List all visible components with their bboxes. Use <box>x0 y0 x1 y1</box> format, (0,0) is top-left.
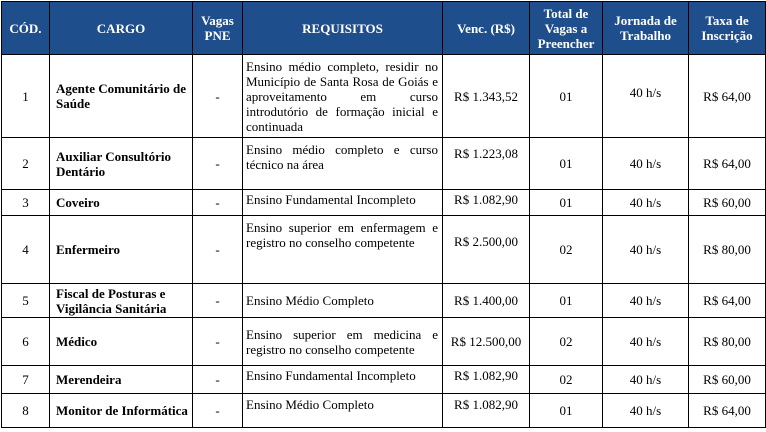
header-jornada: Jornada de Trabalho <box>603 2 689 55</box>
table-row <box>2 318 766 366</box>
cargo-cell: Monitor de Informática <box>50 394 193 428</box>
cod-cell: 8 <box>2 394 50 428</box>
cargo-cell: Enfermeiro <box>50 216 193 284</box>
pne-cell: - <box>193 366 243 394</box>
jornada-cell: 40 h/s <box>603 55 689 138</box>
venc-cell: R$ 1.343,52 <box>443 55 530 138</box>
taxa-cell: R$ 64,00 <box>689 284 766 318</box>
jornada-cell: 40 h/s <box>603 284 689 318</box>
table-row <box>2 138 766 190</box>
cargo-cell: Auxiliar Consultório Dentário <box>50 138 193 190</box>
requisitos-cell: Ensino Médio Completo <box>243 394 443 428</box>
taxa-cell: R$ 64,00 <box>689 138 766 190</box>
header-cargo: CARGO <box>50 2 193 55</box>
cod-cell: 2 <box>2 138 50 190</box>
cod-cell: 7 <box>2 366 50 394</box>
cargo-cell: Coveiro <box>50 190 193 216</box>
requisitos-cell: Ensino superior em enfermagem e registro no conselho competente <box>243 216 443 284</box>
venc-cell: R$ 12.500,00 <box>443 318 530 366</box>
header-total-vagas: Total de Vagas a Preencher <box>530 2 603 55</box>
vagas-cell: 02 <box>530 318 603 366</box>
vacancies-table <box>1 1 766 428</box>
pne-cell: - <box>193 216 243 284</box>
jornada-cell: 40 h/s <box>603 366 689 394</box>
jornada-cell: 40 h/s <box>603 318 689 366</box>
cargo-cell: Fiscal de Posturas e Vigilância Sanitária <box>50 284 193 318</box>
table-row <box>2 394 766 428</box>
cod-cell: 5 <box>2 284 50 318</box>
venc-cell: R$ 1.223,08 <box>443 138 530 190</box>
taxa-cell: R$ 64,00 <box>689 55 766 138</box>
venc-cell: R$ 1.082,90 <box>443 190 530 216</box>
table-row <box>2 216 766 284</box>
jornada-cell: 40 h/s <box>603 216 689 284</box>
vagas-cell: 01 <box>530 138 603 190</box>
vagas-cell: 01 <box>530 55 603 138</box>
jornada-cell: 40 h/s <box>603 190 689 216</box>
cargo-cell: Médico <box>50 318 193 366</box>
table-row <box>2 55 766 138</box>
requisitos-cell: Ensino Fundamental Incompleto <box>243 190 443 216</box>
venc-cell: R$ 1.082,90 <box>443 366 530 394</box>
cod-cell: 6 <box>2 318 50 366</box>
header-cod: CÓD. <box>2 2 50 55</box>
vagas-cell: 01 <box>530 284 603 318</box>
venc-cell: R$ 1.082,90 <box>443 394 530 428</box>
requisitos-cell: Ensino médio completo e curso técnico na área <box>243 138 443 190</box>
taxa-cell: R$ 80,00 <box>689 318 766 366</box>
vagas-cell: 02 <box>530 216 603 284</box>
cargo-cell: Agente Comunitário de Saúde <box>50 55 193 138</box>
header-requisitos: REQUISITOS <box>243 2 443 55</box>
jornada-cell: 40 h/s <box>603 394 689 428</box>
pne-cell: - <box>193 394 243 428</box>
requisitos-cell: Ensino Médio Completo <box>243 284 443 318</box>
header-vagas-pne: Vagas PNE <box>193 2 243 55</box>
requisitos-cell: Ensino médio completo, residir no Município de Santa Rosa de Goiás e aproveitamento em curso introdutório de formação inicial e continuada <box>243 55 443 138</box>
cod-cell: 4 <box>2 216 50 284</box>
vagas-cell: 01 <box>530 190 603 216</box>
header-taxa: Taxa de Inscrição <box>689 2 766 55</box>
pne-cell: - <box>193 190 243 216</box>
cod-cell: 3 <box>2 190 50 216</box>
table-row <box>2 190 766 216</box>
header-row <box>2 2 766 55</box>
venc-cell: R$ 2.500,00 <box>443 216 530 284</box>
table-row <box>2 284 766 318</box>
taxa-cell: R$ 60,00 <box>689 366 766 394</box>
table-row <box>2 366 766 394</box>
taxa-cell: R$ 80,00 <box>689 216 766 284</box>
pne-cell: - <box>193 318 243 366</box>
venc-cell: R$ 1.400,00 <box>443 284 530 318</box>
requisitos-cell: Ensino superior em medicina e registro no conselho competente <box>243 318 443 366</box>
cod-cell: 1 <box>2 55 50 138</box>
pne-cell: - <box>193 138 243 190</box>
cargo-cell: Merendeira <box>50 366 193 394</box>
taxa-cell: R$ 60,00 <box>689 190 766 216</box>
header-venc: Venc. (R$) <box>443 2 530 55</box>
jornada-cell: 40 h/s <box>603 138 689 190</box>
vagas-cell: 01 <box>530 394 603 428</box>
pne-cell: - <box>193 55 243 138</box>
vagas-cell: 02 <box>530 366 603 394</box>
pne-cell: - <box>193 284 243 318</box>
taxa-cell: R$ 64,00 <box>689 394 766 428</box>
requisitos-cell: Ensino Fundamental Incompleto <box>243 366 443 394</box>
